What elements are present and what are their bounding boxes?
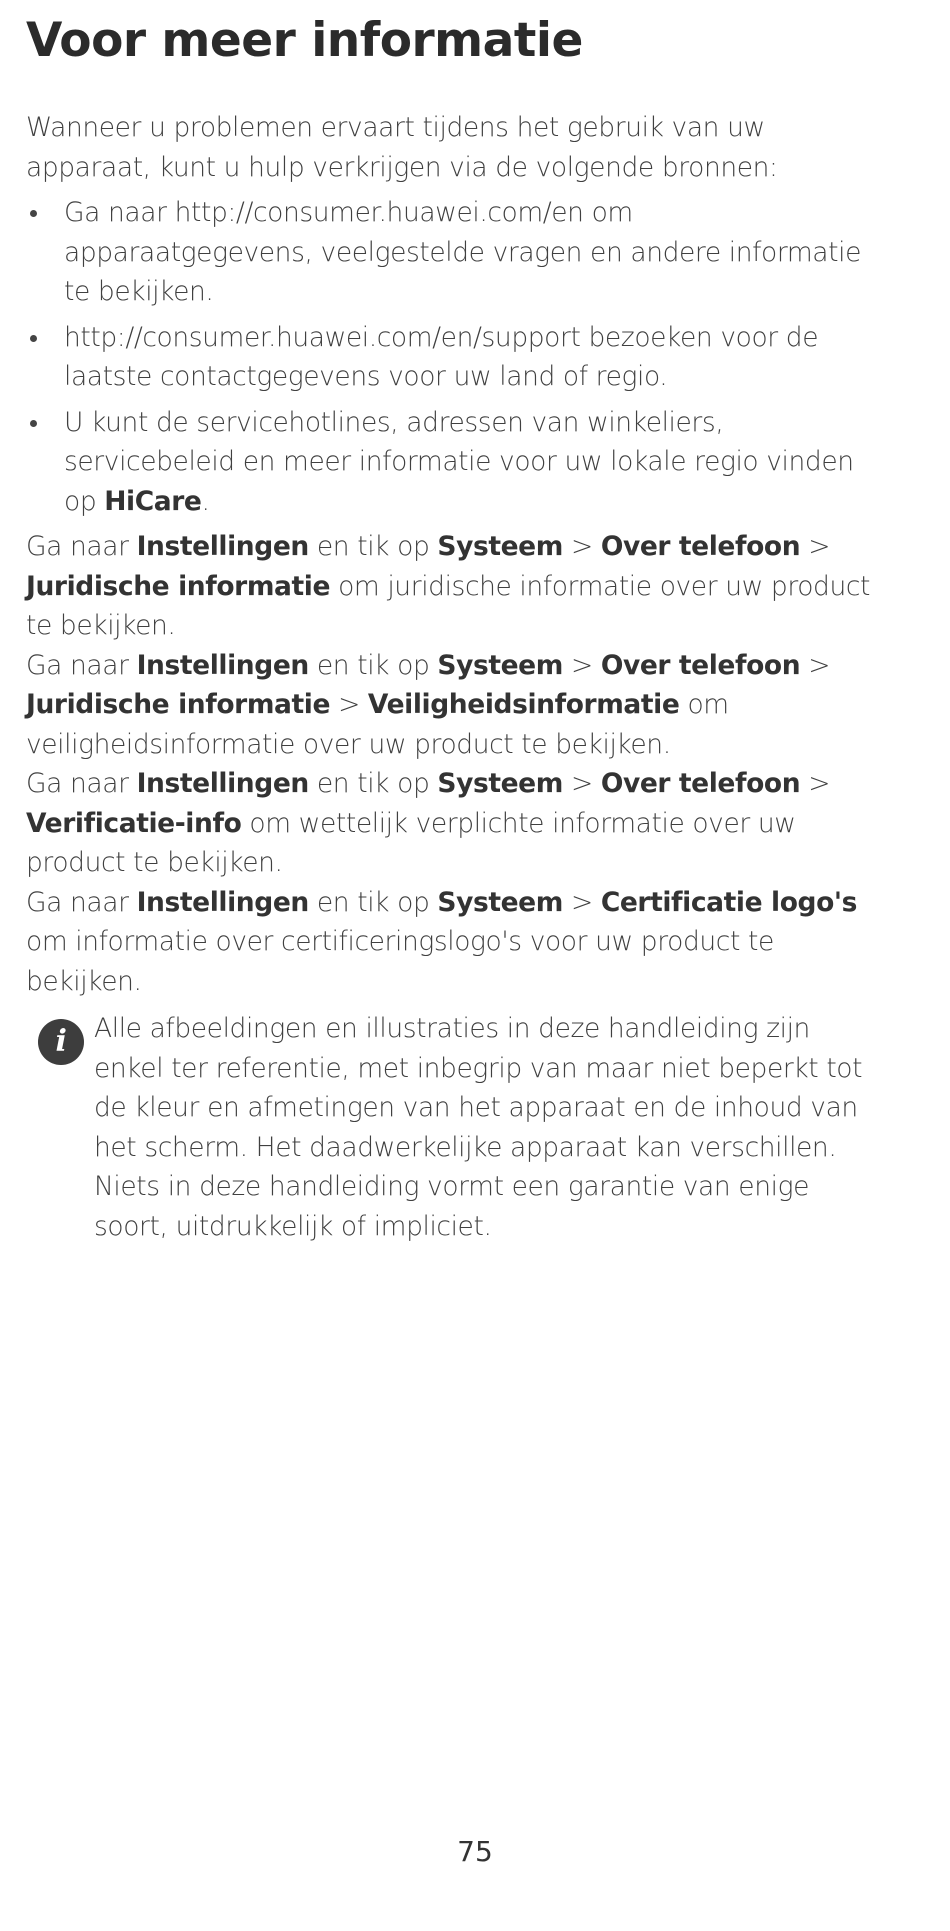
page-number: 75 (457, 1835, 493, 1868)
verification-info-label: Verificatie-info (26, 807, 242, 839)
settings-label: Instellingen (136, 531, 309, 562)
bullet-dot-icon (30, 335, 37, 342)
text-run: om wettelijk verplichte informatie over uw product te bekijken. (26, 807, 796, 878)
bullet-dot-icon (30, 210, 37, 217)
about-phone-label: Over telefoon (600, 649, 801, 681)
intro-paragraph: Wanneer u problemen ervaart tijdens het gebruik van uw apparaat, kunt u hulp verkrijgen via de volgende bronnen: (26, 112, 778, 183)
certification-logos-label: Certificatie logo's (600, 886, 857, 918)
about-phone-label: Over telefoon (600, 768, 801, 799)
page-title: Voor meer informatie (26, 13, 583, 68)
separator: > (562, 886, 601, 918)
list-item (26, 318, 886, 397)
separator: > (562, 531, 601, 562)
instruction-certification-logos (26, 883, 886, 1002)
system-label: Systeem (437, 768, 563, 799)
system-label: Systeem (437, 886, 563, 918)
text-run: en tik op (308, 886, 438, 918)
separator: > (562, 768, 601, 799)
text-run: Ga naar (26, 531, 137, 562)
list-item-text: U kunt de servicehotlines, adressen van winkeliers, servicebeleid en meer informatie voor uw lokale regio vinden op (64, 406, 854, 517)
disclaimer-note (26, 1009, 886, 1246)
bullet-dot-icon (30, 420, 37, 427)
separator: > (562, 649, 601, 681)
text-run: en tik op (308, 649, 438, 681)
settings-label: Instellingen (136, 886, 309, 918)
list-item-text: http://consumer.huawei.com/en/support bezoeken voor de laatste contactgegevens voor uw land of regio. (64, 321, 819, 392)
list-item (26, 403, 886, 522)
list-item (26, 193, 886, 312)
text-run: en tik op (308, 531, 438, 562)
resource-list (26, 193, 886, 521)
settings-label: Instellingen (136, 649, 309, 681)
system-label: Systeem (437, 531, 563, 562)
disclaimer-text: Alle afbeeldingen en illustraties in deze handleiding zijn enkel ter referentie, met inbegrip van maar niet beperkt tot de kleur en afmetingen van het apparaat en de inhoud van het scherm. Het daadwerkelijke apparaat kan verschillen. Niets in deze handleiding vormt een garantie van enige soort, uitdrukkelijk of impliciet. (94, 1013, 863, 1242)
info-icon: i (38, 1019, 84, 1065)
text-run: Ga naar (26, 768, 137, 799)
text-run: om juridische informatie over uw product te bekijken. (26, 570, 871, 641)
hicare-label: HiCare (104, 485, 202, 517)
separator: > (800, 768, 831, 799)
settings-label: Instellingen (136, 768, 309, 799)
instruction-legal-info (26, 527, 886, 646)
text-run: en tik op (308, 768, 438, 799)
instruction-safety-info (26, 646, 886, 765)
separator: > (800, 649, 831, 681)
separator: > (800, 531, 831, 562)
text-run: om veiligheidsinformatie over uw product te bekijken. (26, 689, 729, 760)
separator: > (330, 689, 368, 720)
list-item-text: Ga naar http://consumer.huawei.com/en om apparaatgegevens, veelgestelde vragen en andere informatie te bekijken. (64, 197, 862, 307)
legal-info-label: Juridische informatie (26, 689, 331, 720)
list-item-text-end: . (201, 485, 210, 517)
instruction-verification-info (26, 764, 886, 883)
about-phone-label: Over telefoon (600, 531, 801, 562)
text-run: Ga naar (26, 886, 137, 918)
content-body (26, 108, 886, 1246)
legal-info-label: Juridische informatie (26, 570, 331, 602)
safety-info-label: Veiligheidsinformatie (367, 689, 680, 720)
system-label: Systeem (437, 649, 563, 681)
text-run: om informatie over certificeringslogo's voor uw product te bekijken. (26, 926, 774, 997)
text-run: Ga naar (26, 649, 137, 681)
